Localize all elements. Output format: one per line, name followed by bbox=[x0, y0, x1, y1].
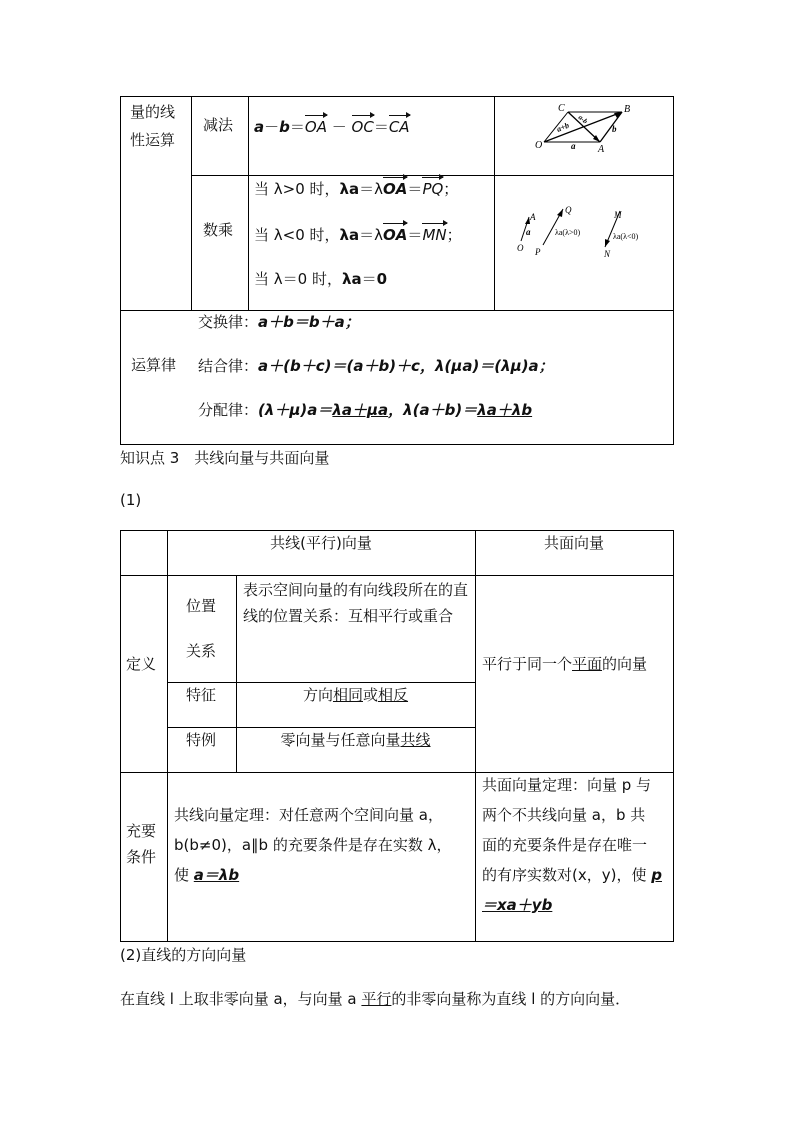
special-text: 零向量与任意向量共线 bbox=[280, 731, 431, 749]
label-C: C bbox=[558, 103, 565, 114]
feature-text: 方向相同或相反 bbox=[302, 686, 409, 704]
header-coplanar: 共面向量 bbox=[543, 534, 604, 552]
label-A: A bbox=[598, 144, 605, 155]
position-label: 位置 关系 bbox=[186, 597, 217, 660]
label-a-minus-b: a-b bbox=[576, 113, 590, 126]
collinear-theorem: 共线向量定理：对任意两个空间向量 a， b(b≠0)，a∥b 的充要条件是存在实数 λ， 使 a＝λb bbox=[174, 806, 452, 884]
subtraction-label: 减法 bbox=[203, 116, 234, 134]
svg-text:M: M bbox=[614, 210, 622, 220]
svg-text:λa(λ<0): λa(λ<0) bbox=[613, 232, 639, 241]
scalar-rule-zero: 当 λ＝0 时，λa＝0 bbox=[254, 270, 388, 288]
svg-text:O: O bbox=[517, 243, 524, 253]
special-label: 特例 bbox=[186, 731, 217, 749]
law-distributive: 分配律：(λ＋μ)a＝λa＋μa，λ(a＋b)＝λa＋λb bbox=[198, 401, 533, 419]
label-b: b bbox=[612, 124, 617, 134]
label-O: O bbox=[535, 140, 543, 151]
subtraction-formula: a－b＝OA － OC＝CA bbox=[254, 114, 410, 139]
coplanar-definition: 平行于同一个平面的向量 bbox=[482, 655, 648, 673]
sub-heading-1: (1) bbox=[120, 491, 142, 509]
sub-heading-2: (2)直线的方向向量 bbox=[120, 946, 247, 964]
laws-label: 运算律 bbox=[131, 356, 177, 374]
svg-text:N: N bbox=[604, 249, 611, 259]
scalar-multiplication-figure bbox=[515, 205, 660, 265]
header-collinear: 共线(平行)向量 bbox=[270, 534, 372, 552]
laws-list bbox=[198, 311, 554, 421]
parallelogram-figure bbox=[530, 100, 640, 155]
svg-text:a: a bbox=[526, 227, 531, 237]
section-title: 知识点 3 共线向量与共面向量 bbox=[120, 449, 330, 467]
svg-text:λa(λ>0): λa(λ>0) bbox=[555, 228, 581, 237]
definition-label: 定义 bbox=[126, 655, 157, 673]
label-a-plus-b: a+b bbox=[555, 120, 571, 134]
scalar-rule-positive: 当 λ>0 时，λa＝λOA＝PQ； bbox=[254, 176, 462, 200]
feature-label: 特征 bbox=[186, 686, 217, 704]
svg-text:A: A bbox=[530, 212, 536, 222]
svg-text:Q: Q bbox=[565, 205, 572, 215]
svg-text:P: P bbox=[535, 247, 541, 257]
scalar-rule-negative: 当 λ<0 时，λa＝λOA＝MN； bbox=[254, 222, 462, 246]
coplanar-theorem: 共面向量定理：向量 p 与 两个不共线向量 a，b 共 面的充要条件是存在唯一 的有序实数对(x，y)，使 p ＝xa＋yb bbox=[482, 776, 662, 914]
position-text: 表示空间向量的有向线段所在的直线的位置关系：互相平行或重合 bbox=[243, 581, 469, 625]
row-header-linear-ops: 量的线 性运算 bbox=[130, 103, 176, 149]
scalar-label: 数乘 bbox=[203, 221, 234, 239]
law-commutative: 交换律：a＋b＝b＋a； bbox=[198, 313, 360, 331]
scalar-rules bbox=[254, 176, 462, 290]
label-a: a bbox=[571, 141, 576, 151]
condition-label: 充要 条件 bbox=[126, 822, 157, 866]
law-associative: 结合律：a＋(b＋c)＝(a＋b)＋c，λ(μa)＝(λμ)a； bbox=[198, 357, 554, 375]
label-B: B bbox=[624, 104, 631, 115]
direction-vector-paragraph: 在直线 l 上取非零向量 a，与向量 a 平行的非零向量称为直线 l 的方向向量． bbox=[120, 990, 631, 1008]
